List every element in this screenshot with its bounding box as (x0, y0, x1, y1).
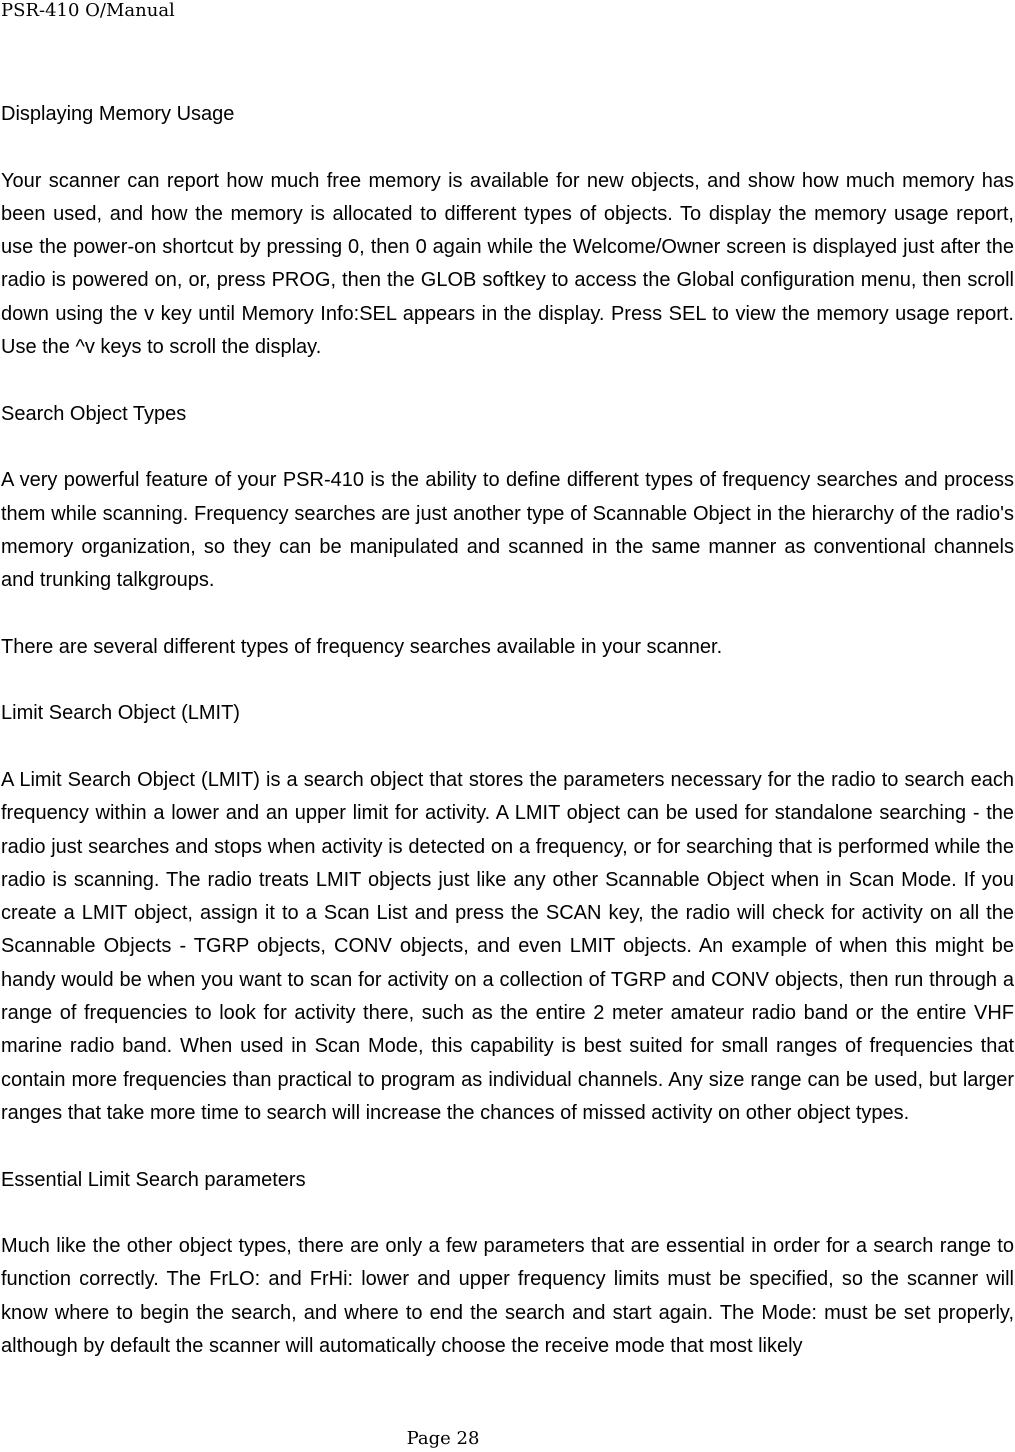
paragraph-memory-usage: Your scanner can report how much free memory is available for new objects, and show how much memory has been used, and how the memory is allocated to different types of objects. To display the memory usage report, use the power-on shortcut by pressing 0, then 0 again while the Welcome/Owner screen is displayed just after the radio is powered on, or, press PROG, then the GLOB softkey to access the Global configuration menu, then scroll down using the v key until Memory Info:SEL appears in the display. Press SEL to view the memory usage report. Use the ^v keys to scroll the display. (1, 169, 1014, 359)
page-number: Page 28 (406, 1428, 480, 1449)
paragraph-essential-params: Much like the other object types, there are only a few parameters that are essential in order for a search range to function correctly. The FrLO: and FrHi: lower and upper frequency limits must be specified, so the scanner will know where to begin the search, and where to end the search and start again. The Mode: must be set properly, although by default the scanner will automatically choose the receive mode that most likely (1, 1235, 1014, 1357)
document-body (1, 98, 1014, 1397)
section-heading-search-object-types: Search Object Types (1, 402, 187, 425)
paragraph-search-object-intro: A very powerful feature of your PSR-410 is the ability to define different types of frequency searches and process them while scanning. Frequency searches are just another type of Scannable Object in the hierarchy of the radio's memory organization, so they can be manipulated and scanned in the same manner as conventional channels and trunking talkgroups. (1, 469, 1014, 592)
page-header: PSR-410 O/Manual (1, 0, 175, 21)
section-heading-memory-usage: Displaying Memory Usage (1, 103, 235, 125)
paragraph-limit-search: A Limit Search Object (LMIT) is a search object that stores the parameters necessary for the radio to search each frequency within a lower and an upper limit for activity. A LMIT object can be used for standalone searching - the radio just searches and stops when activity is detected on a frequency, or for searching that is performed while the radio is scanning. The radio treats LMIT objects just like any other Scannable Object when in Scan Mode. If you create a LMIT object, assign it to a Scan List and press the SCAN key, the radio will check for activity on all the Scannable Objects - TGRP objects, CONV objects, and even LMIT objects. An example of when this might be handy would be when you want to scan for activity on a collection of TGRP and CONV objects, then run through a range of frequencies to look for activity there, such as the entire 2 meter amateur radio band or the entire VHF marine radio band. When used in Scan Mode, this capability is best suited for small ranges of frequencies that contain more frequencies than practical to program as individual channels. Any size range can be used, but larger ranges that take more time to search will increase the chances of missed activity on other object types. (1, 768, 1014, 1124)
section-heading-limit-search: Limit Search Object (LMIT) (1, 702, 240, 725)
section-heading-essential-params: Essential Limit Search parameters (1, 1168, 306, 1191)
paragraph-search-types-available: There are several different types of frequency searches available in your scanner. (1, 635, 723, 658)
